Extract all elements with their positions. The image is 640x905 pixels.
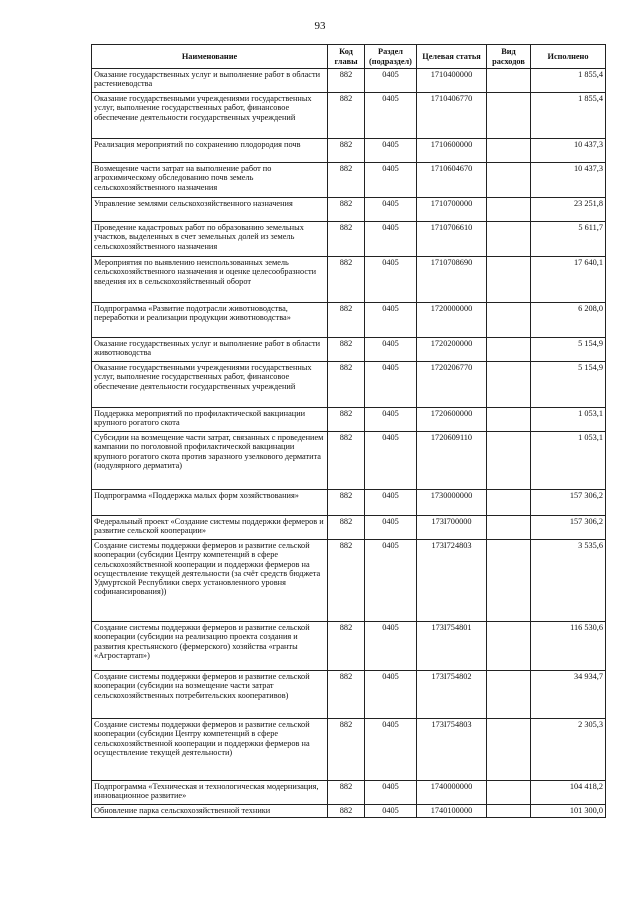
cell-expense (487, 257, 531, 303)
cell-amount: 116 530,6 (531, 622, 606, 671)
cell-name: Реализация мероприятий по сохранению плодородия почв (92, 139, 328, 163)
cell-name: Создание системы поддержки фермеров и развитие сельской кооперации (субсидии Центру компетенций в сфере сельскохозяйственной кооперации и поддержки фермеров на осуществление текущей деятельности) (92, 719, 328, 781)
cell-section: 0405 (365, 540, 417, 622)
cell-expense (487, 781, 531, 805)
cell-section: 0405 (365, 622, 417, 671)
cell-section: 0405 (365, 163, 417, 198)
cell-amount: 23 251,8 (531, 198, 606, 222)
cell-name: Оказание государственных услуг и выполнение работ в области растениеводства (92, 69, 328, 93)
cell-code: 882 (328, 139, 365, 163)
table-row (92, 622, 606, 671)
table-row (92, 490, 606, 516)
budget-execution-table (91, 44, 606, 818)
cell-section: 0405 (365, 139, 417, 163)
cell-section: 0405 (365, 671, 417, 719)
cell-code: 882 (328, 490, 365, 516)
table-row (92, 516, 606, 540)
cell-expense (487, 490, 531, 516)
cell-expense (487, 805, 531, 818)
cell-target: 1720000000 (417, 303, 487, 338)
cell-code: 882 (328, 622, 365, 671)
cell-section: 0405 (365, 408, 417, 432)
cell-section: 0405 (365, 432, 417, 490)
header-name: Наименование (92, 45, 328, 69)
cell-code: 882 (328, 69, 365, 93)
cell-expense (487, 408, 531, 432)
cell-section: 0405 (365, 93, 417, 139)
header-amount: Исполнено (531, 45, 606, 69)
cell-name: Мероприятия по выявлению неиспользованных земель сельскохозяйственного назначения и оценке целесообразности введения их в сельскохозяйственный оборот (92, 257, 328, 303)
cell-code: 882 (328, 163, 365, 198)
cell-expense (487, 432, 531, 490)
cell-target: 1740000000 (417, 781, 487, 805)
cell-section: 0405 (365, 222, 417, 257)
cell-amount: 5 611,7 (531, 222, 606, 257)
table-row (92, 93, 606, 139)
cell-target: 1730000000 (417, 490, 487, 516)
cell-amount: 1 855,4 (531, 69, 606, 93)
cell-expense (487, 540, 531, 622)
table-body (92, 69, 606, 818)
cell-amount: 104 418,2 (531, 781, 606, 805)
cell-target: 1720206770 (417, 362, 487, 408)
cell-expense (487, 671, 531, 719)
cell-expense (487, 622, 531, 671)
cell-code: 882 (328, 432, 365, 490)
cell-section: 0405 (365, 303, 417, 338)
header-target: Целевая статья (417, 45, 487, 69)
cell-amount: 3 535,6 (531, 540, 606, 622)
cell-section: 0405 (365, 781, 417, 805)
cell-amount: 6 208,0 (531, 303, 606, 338)
table-row (92, 303, 606, 338)
cell-section: 0405 (365, 719, 417, 781)
cell-target: 1710706610 (417, 222, 487, 257)
cell-target: 1710708690 (417, 257, 487, 303)
table-header-row (92, 45, 606, 69)
cell-target: 1710406770 (417, 93, 487, 139)
table-row (92, 540, 606, 622)
cell-code: 882 (328, 303, 365, 338)
cell-amount: 10 437,3 (531, 163, 606, 198)
table-row (92, 432, 606, 490)
cell-name: Оказание государственными учреждениями государственных услуг, выполнение государственных работ, финансовое обеспечение деятельности государственных учреждений (92, 93, 328, 139)
cell-amount: 157 306,2 (531, 516, 606, 540)
cell-target: 173I724803 (417, 540, 487, 622)
cell-name: Оказание государственных услуг и выполнение работ в области животноводства (92, 338, 328, 362)
cell-amount: 17 640,1 (531, 257, 606, 303)
cell-section: 0405 (365, 362, 417, 408)
table-row (92, 139, 606, 163)
cell-section: 0405 (365, 69, 417, 93)
cell-name: Подпрограмма «Поддержка малых форм хозяйствования» (92, 490, 328, 516)
table-row (92, 338, 606, 362)
cell-code: 882 (328, 338, 365, 362)
cell-code: 882 (328, 671, 365, 719)
cell-name: Оказание государственными учреждениями государственных услуг, выполнение государственных работ, финансовое обеспечение деятельности государственных учреждений (92, 362, 328, 408)
header-section: Раздел (подраздел) (365, 45, 417, 69)
cell-code: 882 (328, 805, 365, 818)
cell-code: 882 (328, 257, 365, 303)
cell-target: 1720600000 (417, 408, 487, 432)
table-row (92, 222, 606, 257)
cell-name: Создание системы поддержки фермеров и развитие сельской кооперации (субсидии на возмещение части затрат сельскохозяйственных потребительских кооперативов) (92, 671, 328, 719)
cell-code: 882 (328, 408, 365, 432)
cell-name: Управление землями сельскохозяйственного назначения (92, 198, 328, 222)
cell-code: 882 (328, 540, 365, 622)
cell-name: Проведение кадастровых работ по образованию земельных участков, выделенных в счет земельных долей из земель сельскохозяйственного назначения (92, 222, 328, 257)
cell-expense (487, 303, 531, 338)
cell-expense (487, 338, 531, 362)
header-code: Код главы (328, 45, 365, 69)
cell-expense (487, 139, 531, 163)
cell-code: 882 (328, 516, 365, 540)
cell-amount: 101 300,0 (531, 805, 606, 818)
table-row (92, 257, 606, 303)
cell-amount: 34 934,7 (531, 671, 606, 719)
cell-target: 173I754803 (417, 719, 487, 781)
table-row (92, 163, 606, 198)
cell-code: 882 (328, 198, 365, 222)
cell-name: Подпрограмма «Техническая и технологическая модернизация, инновационное развитие» (92, 781, 328, 805)
cell-amount: 1 855,4 (531, 93, 606, 139)
cell-amount: 1 053,1 (531, 432, 606, 490)
cell-name: Федеральный проект «Создание системы поддержки фермеров и развитие сельской кооперации» (92, 516, 328, 540)
header-expense: Вид расходов (487, 45, 531, 69)
cell-expense (487, 222, 531, 257)
cell-target: 1710600000 (417, 139, 487, 163)
cell-section: 0405 (365, 516, 417, 540)
cell-section: 0405 (365, 257, 417, 303)
table-row (92, 671, 606, 719)
cell-target: 1720609110 (417, 432, 487, 490)
cell-amount: 157 306,2 (531, 490, 606, 516)
cell-code: 882 (328, 222, 365, 257)
cell-expense (487, 93, 531, 139)
cell-expense (487, 69, 531, 93)
table-row (92, 362, 606, 408)
table-row (92, 805, 606, 818)
table-row (92, 781, 606, 805)
cell-target: 173I700000 (417, 516, 487, 540)
cell-amount: 2 305,3 (531, 719, 606, 781)
cell-amount: 5 154,9 (531, 338, 606, 362)
cell-amount: 10 437,3 (531, 139, 606, 163)
page-number: 93 (314, 20, 326, 32)
cell-expense (487, 516, 531, 540)
cell-name: Обновление парка сельскохозяйственной техники (92, 805, 328, 818)
cell-name: Субсидии на возмещение части затрат, связанных с проведением кампании по поголовной профилактической вакцинации крупного рогатого скота против заразного узелкового дерматита (нодулярного дерматита) (92, 432, 328, 490)
cell-target: 1710400000 (417, 69, 487, 93)
cell-target: 1710700000 (417, 198, 487, 222)
cell-expense (487, 719, 531, 781)
cell-amount: 5 154,9 (531, 362, 606, 408)
cell-code: 882 (328, 93, 365, 139)
cell-section: 0405 (365, 198, 417, 222)
cell-expense (487, 362, 531, 408)
cell-target: 1740100000 (417, 805, 487, 818)
cell-name: Поддержка мероприятий по профилактической вакцинации крупного рогатого скота (92, 408, 328, 432)
table-row (92, 408, 606, 432)
cell-target: 173I754801 (417, 622, 487, 671)
cell-section: 0405 (365, 490, 417, 516)
cell-target: 173I754802 (417, 671, 487, 719)
table-row (92, 719, 606, 781)
cell-expense (487, 198, 531, 222)
cell-target: 1720200000 (417, 338, 487, 362)
cell-name: Возмещение части затрат на выполнение работ по агрохимическому обследованию почв земель сельскохозяйственного назначения (92, 163, 328, 198)
cell-section: 0405 (365, 805, 417, 818)
cell-code: 882 (328, 719, 365, 781)
cell-name: Подпрограмма «Развитие подотрасли животноводства, переработки и реализации продукции животноводства» (92, 303, 328, 338)
cell-code: 882 (328, 781, 365, 805)
cell-section: 0405 (365, 338, 417, 362)
cell-expense (487, 163, 531, 198)
table-row (92, 198, 606, 222)
table-row (92, 69, 606, 93)
cell-target: 1710604670 (417, 163, 487, 198)
cell-name: Создание системы поддержки фермеров и развитие сельской кооперации (субсидии Центру компетенций в сфере сельскохозяйственной кооперации и поддержки фермеров на осуществление текущей деятельности (за счёт средств бюджета Удмуртской Республики сверх установленного уровня софинансирования)) (92, 540, 328, 622)
cell-code: 882 (328, 362, 365, 408)
cell-name: Создание системы поддержки фермеров и развитие сельской кооперации (субсидии на реализацию проекта создания и развития крестьянского (фермерского) хозяйства «гранты «Агростартап») (92, 622, 328, 671)
cell-amount: 1 053,1 (531, 408, 606, 432)
